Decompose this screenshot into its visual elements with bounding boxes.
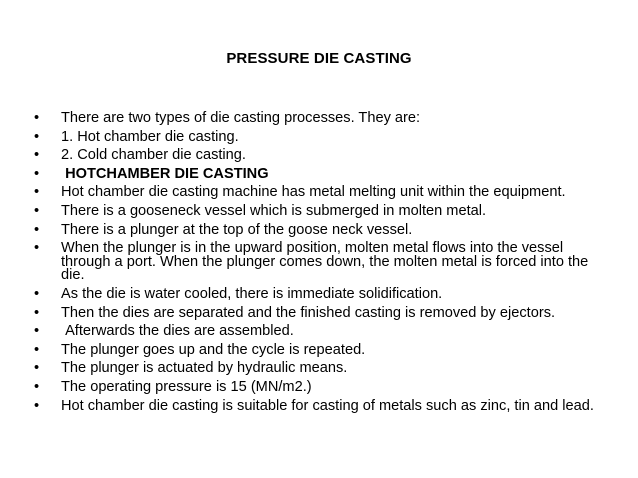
bullet-text: The plunger goes up and the cycle is repeated. (61, 341, 366, 358)
bullet-glyph: • (34, 110, 40, 126)
bullet-glyph: • (34, 184, 40, 201)
bullet-text: Hot chamber die casting machine has metal melting unit within the equipment. (61, 184, 566, 201)
bullet-item (34, 128, 594, 145)
bullet-glyph: • (34, 378, 40, 395)
bullet-text: HOTCHAMBER DIE CASTING (61, 165, 269, 182)
bullet-text: As the die is water cooled, there is immediate solidification. (61, 285, 443, 302)
bullet-item (34, 242, 594, 283)
bullet-item (34, 341, 594, 358)
bullet-glyph: • (34, 128, 40, 145)
bullet-text: There are two types of die casting processes. They are: (61, 110, 421, 126)
bullet-list (34, 112, 594, 418)
bullet-text: There is a gooseneck vessel which is submerged in molten metal. (61, 202, 487, 219)
bullet-item (34, 362, 594, 376)
bullet-glyph: • (34, 397, 40, 414)
bullet-glyph: • (34, 341, 40, 358)
bullet-text: 1. Hot chamber die casting. (61, 128, 239, 145)
bullet-item (34, 202, 594, 219)
bullet-text: The operating pressure is 15 (MN/m2.) (61, 378, 312, 395)
bullet-text: The plunger is actuated by hydraulic means. (61, 360, 348, 377)
bullet-glyph: • (34, 165, 40, 182)
bullet-glyph: • (34, 240, 40, 257)
bullet-glyph: • (34, 323, 40, 340)
bullet-text: There is a plunger at the top of the goose neck vessel. (61, 221, 413, 238)
bullet-glyph: • (34, 360, 40, 377)
bullet-item (34, 149, 594, 163)
bullet-item (34, 397, 594, 414)
bullet-item (34, 221, 594, 238)
bullet-glyph: • (34, 221, 40, 238)
bullet-glyph: • (34, 285, 40, 302)
bullet-text: Afterwards the dies are assembled. (61, 323, 294, 340)
bullet-item (34, 112, 594, 126)
bullet-item (34, 186, 594, 200)
bullet-item (34, 378, 594, 395)
bullet-glyph: • (34, 304, 40, 321)
bullet-text: 2. Cold chamber die casting. (61, 147, 246, 164)
bullet-item (34, 285, 594, 302)
bullet-text: Hot chamber die casting is suitable for casting of metals such as zinc, tin and lead. (61, 397, 594, 414)
slide-title: PRESSURE DIE CASTING (226, 50, 412, 67)
bullet-text: Then the dies are separated and the finished casting is removed by ejectors. (61, 304, 556, 321)
bullet-glyph: • (34, 147, 40, 164)
bullet-text: When the plunger is in the upward position, molten metal flows into the vessel through a port. When the plunger comes down, the molten metal is forced into the die. (61, 240, 593, 284)
bullet-item (34, 325, 594, 339)
bullet-glyph: • (34, 202, 40, 219)
bullet-item (34, 304, 594, 321)
bullet-item (34, 165, 594, 182)
